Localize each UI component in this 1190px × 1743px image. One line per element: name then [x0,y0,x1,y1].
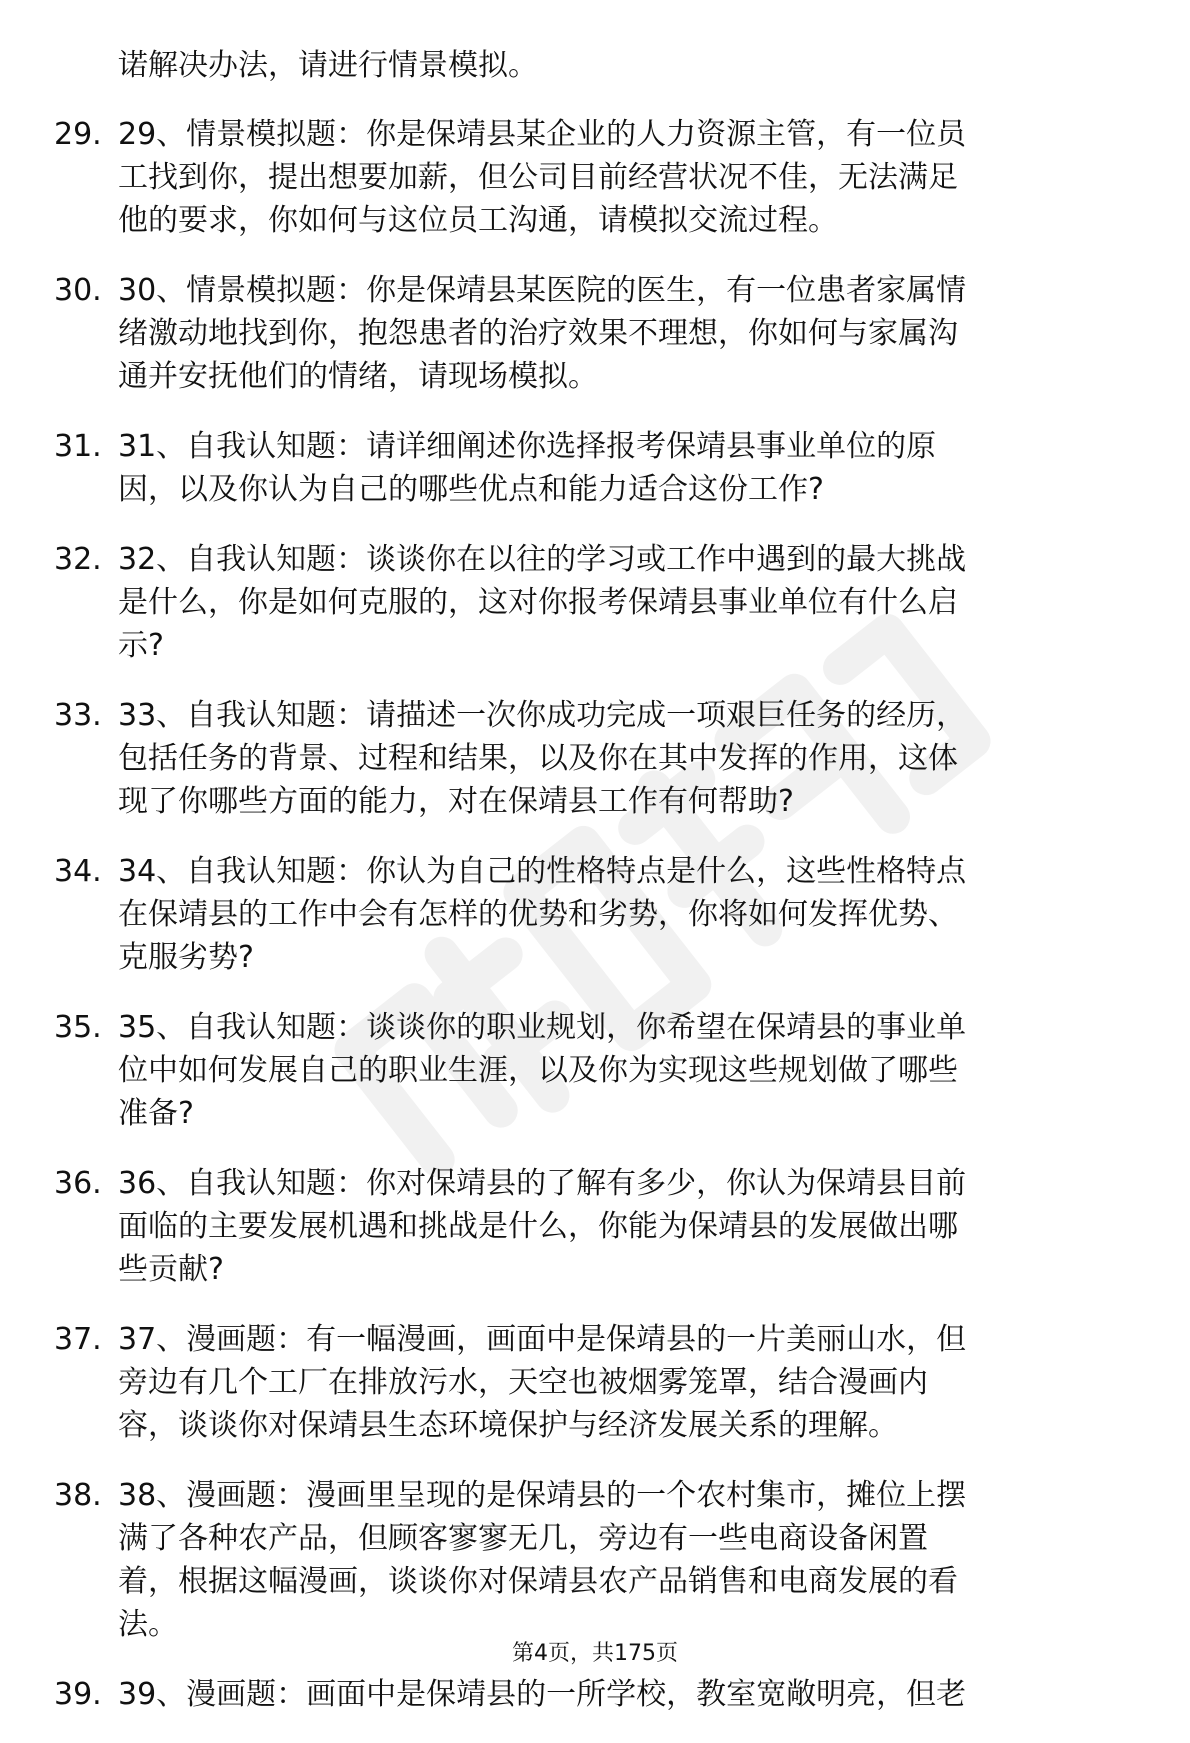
item-text-line: 在保靖县的工作中会有怎样的优势和劣势，你将如何发挥优势、 [118,897,958,932]
item-text-line: 法。 [118,1607,178,1642]
item-text-line: 包括任务的背景、过程和结果，以及你在其中发挥的作用，这体 [118,741,958,776]
item-text-line: 示? [118,628,164,663]
item-text-line: 工找到你，提出想要加薪，但公司目前经营状况不佳，无法满足 [118,160,958,195]
item-text-line: 通并安抚他们的情绪，请现场模拟。 [118,359,598,394]
item-text-line: 些贡献? [118,1252,224,1287]
item-text-line: 旁边有几个工厂在排放污水，天空也被烟雾笼罩，结合漫画内 [118,1365,928,1400]
list-item [54,694,1104,823]
item-text-line: 因，以及你认为自己的哪些优点和能力适合这份工作? [118,472,824,507]
item-text-line: 容，谈谈你对保靖县生态环境保护与经济发展关系的理解。 [118,1408,898,1443]
item-text-line: 29、情景模拟题：你是保靖县某企业的人力资源主管，有一位员 [118,117,967,152]
item-text-line: 面临的主要发展机遇和挑战是什么，你能为保靖县的发展做出哪 [118,1209,958,1244]
item-number: 38. [54,1478,102,1513]
list-item [54,1006,1104,1135]
list-item [54,850,1104,979]
item-text-line: 39、漫画题：画面中是保靖县的一所学校，教室宽敞明亮，但老 [118,1677,967,1712]
item-text-line: 是什么，你是如何克服的，这对你报考保靖县事业单位有什么启 [118,585,958,620]
list-item [54,1673,1104,1716]
item-number: 36. [54,1166,102,1201]
item-text-line: 30、情景模拟题：你是保靖县某医院的医生，有一位患者家属情 [118,273,967,308]
item-text-line: 满了各种农产品，但顾客寥寥无几，旁边有一些电商设备闲置 [118,1521,928,1556]
item-text-line: 35、自我认知题：谈谈你的职业规划，你希望在保靖县的事业单 [118,1010,967,1045]
item-number: 39. [54,1677,102,1712]
item-number: 31. [54,429,102,464]
item-text-line: 准备? [118,1096,194,1131]
item-number: 33. [54,698,102,733]
item-number: 35. [54,1010,102,1045]
item-text-line: 38、漫画题：漫画里呈现的是保靖县的一个农村集市，摊位上摆 [118,1478,967,1513]
list-item [54,113,1104,242]
list-item [54,1474,1104,1646]
document-content [54,44,1104,1743]
item-number: 30. [54,273,102,308]
list-item [54,425,1104,511]
item-text-line: 37、漫画题：有一幅漫画，画面中是保靖县的一片美丽山水，但 [118,1322,967,1357]
item-text-line: 着，根据这幅漫画，谈谈你对保靖县农产品销售和电商发展的看 [118,1564,958,1599]
item-number: 34. [54,854,102,889]
item-number: 37. [54,1322,102,1357]
list-item [54,1318,1104,1447]
item-number: 29. [54,117,102,152]
item-text-line: 34、自我认知题：你认为自己的性格特点是什么，这些性格特点 [118,854,967,889]
item-text-line: 33、自我认知题：请描述一次你成功完成一项艰巨任务的经历， [118,698,967,733]
item-text-line: 现了你哪些方面的能力，对在保靖县工作有何帮助? [118,784,794,819]
list-item [54,1162,1104,1291]
item-text-line: 他的要求，你如何与这位员工沟通，请模拟交流过程。 [118,203,838,238]
continuation-text: 诺解决办法，请进行情景模拟。 [118,48,538,83]
item-text-line: 31、自我认知题：请详细阐述你选择报考保靖县事业单位的原 [118,429,937,464]
item-number: 32. [54,542,102,577]
list-item [54,269,1104,398]
item-text-line: 位中如何发展自己的职业生涯，以及你为实现这些规划做了哪些 [118,1053,958,1088]
page-footer: 第4页，共175页 [512,1641,678,1666]
list-item [54,538,1104,667]
item-text-line: 32、自我认知题：谈谈你在以往的学习或工作中遇到的最大挑战 [118,542,967,577]
item-text-line: 36、自我认知题：你对保靖县的了解有多少，你认为保靖县目前 [118,1166,967,1201]
item-text-line: 克服劣势? [118,940,254,975]
item-text-line: 绪激动地找到你，抱怨患者的治疗效果不理想，你如何与家属沟 [118,316,958,351]
